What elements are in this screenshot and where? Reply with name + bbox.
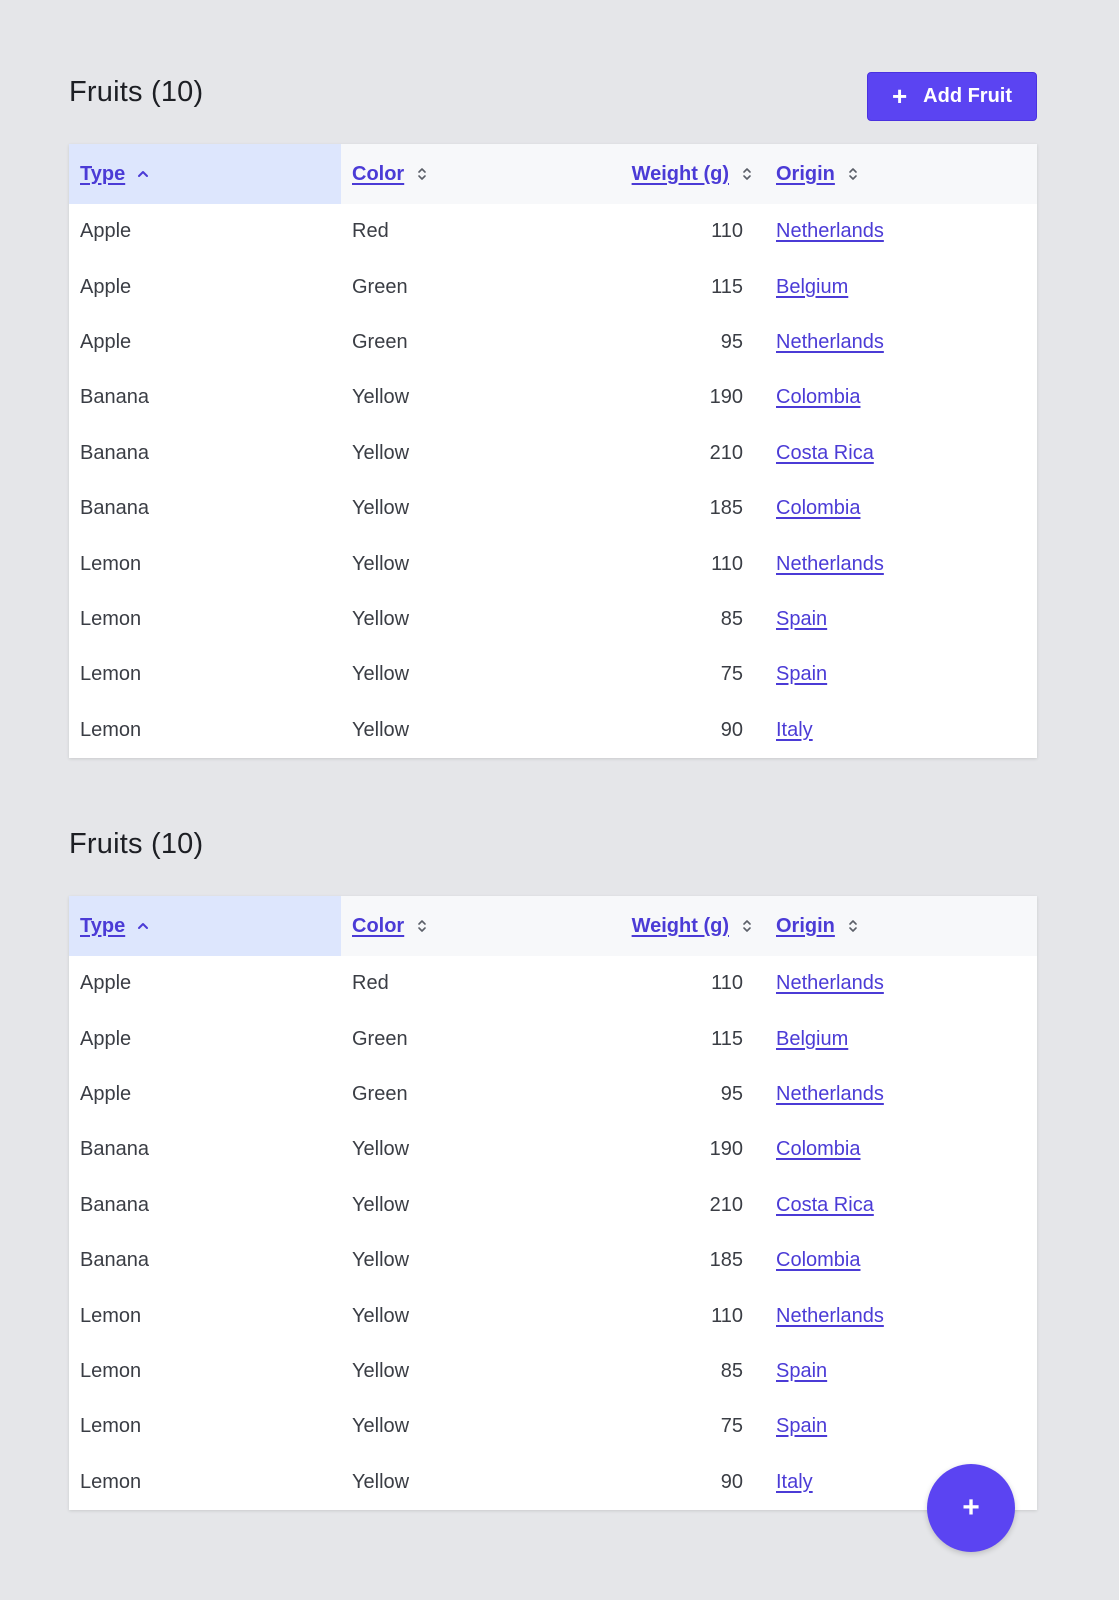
- column-label: Color: [352, 162, 405, 185]
- table-row: [69, 1455, 1037, 1510]
- origin-link[interactable]: Costa Rica: [776, 441, 874, 464]
- floating-add-button[interactable]: [927, 1464, 1015, 1552]
- column-label: Weight (g): [631, 162, 729, 185]
- origin-link[interactable]: Netherlands: [776, 1304, 884, 1327]
- origin-cell: [765, 1122, 1037, 1177]
- color-cell: Yellow: [352, 1415, 410, 1438]
- table-row: [69, 536, 1037, 591]
- sort-by-origin[interactable]: [776, 163, 859, 186]
- column-header-color: [341, 896, 613, 956]
- sort-by-weight[interactable]: [632, 163, 753, 186]
- table-row: [69, 1288, 1037, 1343]
- sort-unsorted-icon: [416, 918, 428, 934]
- weight-cell: 95: [720, 1082, 743, 1105]
- weight-cell: 185: [709, 497, 743, 520]
- weight-cell: 110: [711, 1304, 743, 1327]
- color-cell: Red: [352, 972, 389, 995]
- type-cell: Banana: [80, 1193, 149, 1216]
- type-cell: Lemon: [80, 607, 142, 630]
- sort-by-type[interactable]: [80, 915, 149, 938]
- color-cell: Yellow: [352, 718, 410, 741]
- type-cell: Apple: [80, 220, 132, 243]
- color-cell: Yellow: [352, 497, 410, 520]
- origin-link[interactable]: Netherlands: [776, 552, 884, 575]
- color-cell: Yellow: [352, 1304, 410, 1327]
- color-cell: Yellow: [352, 552, 410, 575]
- color-cell: Yellow: [352, 441, 410, 464]
- table-row: [69, 426, 1037, 481]
- origin-link[interactable]: Italy: [776, 1470, 813, 1493]
- column-label: Weight (g): [631, 914, 729, 937]
- origin-cell: [765, 1399, 1037, 1454]
- sort-by-origin[interactable]: [776, 915, 859, 938]
- add-fruit-label: Add Fruit: [923, 85, 1013, 107]
- origin-cell: [765, 1288, 1037, 1343]
- origin-cell: [765, 1067, 1037, 1122]
- weight-cell: 115: [711, 1027, 743, 1050]
- origin-cell: [765, 1011, 1037, 1066]
- origin-cell: [765, 592, 1037, 647]
- weight-cell: 90: [720, 1470, 743, 1493]
- sort-by-color[interactable]: [352, 163, 428, 186]
- color-cell: Yellow: [352, 607, 410, 630]
- type-cell: Apple: [80, 972, 132, 995]
- origin-link[interactable]: Netherlands: [776, 1082, 884, 1105]
- table-row: [69, 1344, 1037, 1399]
- weight-cell: 190: [709, 1138, 743, 1161]
- sort-unsorted-icon: [847, 918, 859, 934]
- sort-unsorted-icon: [741, 918, 753, 934]
- sort-unsorted-icon: [741, 166, 753, 182]
- section-title: Fruits (10): [69, 828, 204, 860]
- type-cell: Lemon: [80, 663, 142, 686]
- section-title: Fruits (10): [69, 76, 204, 108]
- type-cell: Lemon: [80, 718, 142, 741]
- color-cell: Yellow: [352, 386, 410, 409]
- weight-cell: 85: [720, 1359, 743, 1382]
- origin-link[interactable]: Netherlands: [776, 330, 884, 353]
- column-label: Origin: [776, 914, 835, 937]
- origin-link[interactable]: Costa Rica: [776, 1193, 874, 1216]
- sort-unsorted-icon: [847, 166, 859, 182]
- origin-cell: [765, 259, 1037, 314]
- origin-link[interactable]: Spain: [776, 607, 828, 630]
- table-row: [69, 481, 1037, 536]
- origin-link[interactable]: Colombia: [776, 1249, 861, 1272]
- column-label: Origin: [776, 162, 835, 185]
- add-fruit-button[interactable]: [867, 72, 1037, 121]
- type-cell: Banana: [80, 497, 149, 520]
- fruits-table: [69, 144, 1037, 758]
- column-header-weight: [613, 144, 765, 204]
- origin-link[interactable]: Colombia: [776, 386, 861, 409]
- sort-unsorted-icon: [416, 166, 428, 182]
- table-row: [69, 592, 1037, 647]
- weight-cell: 110: [711, 552, 743, 575]
- fruits-section-1: [69, 64, 1037, 758]
- origin-link[interactable]: Belgium: [776, 1027, 849, 1050]
- table-row: [69, 1178, 1037, 1233]
- color-cell: Green: [352, 1027, 408, 1050]
- type-cell: Apple: [80, 330, 132, 353]
- origin-cell: [765, 956, 1037, 1011]
- table-row: [69, 956, 1037, 1011]
- origin-cell: [765, 536, 1037, 591]
- table-row: [69, 259, 1037, 314]
- origin-cell: [765, 703, 1037, 758]
- type-cell: Apple: [80, 275, 132, 298]
- color-cell: Green: [352, 275, 408, 298]
- weight-cell: 185: [709, 1249, 743, 1272]
- plus-icon: +: [891, 80, 908, 111]
- table-row: [69, 1399, 1037, 1454]
- origin-link[interactable]: Spain: [776, 1359, 828, 1382]
- type-cell: Lemon: [80, 1359, 142, 1382]
- origin-link[interactable]: Belgium: [776, 275, 849, 298]
- origin-cell: [765, 1178, 1037, 1233]
- color-cell: Yellow: [352, 1470, 410, 1493]
- table-row: [69, 204, 1037, 259]
- origin-cell: [765, 1344, 1037, 1399]
- color-cell: Green: [352, 330, 408, 353]
- table-row: [69, 315, 1037, 370]
- type-cell: Lemon: [80, 1470, 142, 1493]
- column-header-type: [69, 896, 341, 956]
- origin-cell: [765, 370, 1037, 425]
- color-cell: Yellow: [352, 1359, 410, 1382]
- table-row: [69, 647, 1037, 702]
- fruits-section-2: [69, 816, 1037, 1510]
- origin-link[interactable]: Netherlands: [776, 972, 884, 995]
- sort-by-type[interactable]: [80, 163, 149, 186]
- type-cell: Lemon: [80, 1304, 142, 1327]
- table-header-row: [69, 144, 1037, 204]
- type-cell: Banana: [80, 441, 149, 464]
- type-cell: Lemon: [80, 552, 142, 575]
- fruits-table: [69, 896, 1037, 1510]
- type-cell: Banana: [80, 1249, 149, 1272]
- origin-link[interactable]: Spain: [776, 663, 828, 686]
- origin-cell: [765, 1233, 1037, 1288]
- sort-ascending-icon: [137, 166, 149, 182]
- table-row: [69, 1011, 1037, 1066]
- type-cell: Banana: [80, 386, 149, 409]
- weight-cell: 75: [720, 1415, 743, 1438]
- type-cell: Banana: [80, 1138, 149, 1161]
- type-cell: Lemon: [80, 1415, 142, 1438]
- plus-icon: +: [962, 1491, 980, 1524]
- sort-by-color[interactable]: [352, 915, 428, 938]
- sort-by-weight[interactable]: [632, 915, 753, 938]
- origin-link[interactable]: Italy: [776, 718, 813, 741]
- color-cell: Yellow: [352, 663, 410, 686]
- sort-ascending-icon: [137, 918, 149, 934]
- table-row: [69, 1233, 1037, 1288]
- weight-cell: 85: [720, 607, 743, 630]
- column-label: Type: [80, 914, 126, 937]
- column-header-weight: [613, 896, 765, 956]
- table-row: [69, 1067, 1037, 1122]
- weight-cell: 75: [720, 663, 743, 686]
- section-header: [69, 816, 1037, 896]
- origin-cell: [765, 426, 1037, 481]
- origin-cell: [765, 647, 1037, 702]
- type-cell: Apple: [80, 1082, 132, 1105]
- origin-cell: [765, 204, 1037, 259]
- color-cell: Green: [352, 1082, 408, 1105]
- type-cell: Apple: [80, 1027, 132, 1050]
- weight-cell: 115: [711, 275, 743, 298]
- weight-cell: 210: [709, 1193, 743, 1216]
- color-cell: Yellow: [352, 1249, 410, 1272]
- table-body: [69, 204, 1037, 758]
- column-header-origin: [765, 896, 1037, 956]
- column-header-type: [69, 144, 341, 204]
- weight-cell: 90: [720, 718, 743, 741]
- column-header-color: [341, 144, 613, 204]
- column-header-origin: [765, 144, 1037, 204]
- color-cell: Yellow: [352, 1193, 410, 1216]
- origin-cell: [765, 315, 1037, 370]
- origin-link[interactable]: Colombia: [776, 497, 861, 520]
- origin-cell: [765, 481, 1037, 536]
- color-cell: Red: [352, 220, 389, 243]
- weight-cell: 110: [711, 220, 743, 243]
- origin-link[interactable]: Spain: [776, 1415, 828, 1438]
- column-label: Color: [352, 914, 405, 937]
- weight-cell: 210: [709, 441, 743, 464]
- origin-link[interactable]: Colombia: [776, 1138, 861, 1161]
- table-header-row: [69, 896, 1037, 956]
- weight-cell: 190: [709, 386, 743, 409]
- table-row: [69, 703, 1037, 758]
- weight-cell: 110: [711, 972, 743, 995]
- section-header: [69, 64, 1037, 144]
- table-body: [69, 956, 1037, 1510]
- color-cell: Yellow: [352, 1138, 410, 1161]
- weight-cell: 95: [720, 330, 743, 353]
- column-label: Type: [80, 162, 126, 185]
- table-row: [69, 370, 1037, 425]
- fruits-table-card: [69, 144, 1037, 758]
- table-row: [69, 1122, 1037, 1177]
- fruits-table-card: [69, 896, 1037, 1510]
- origin-link[interactable]: Netherlands: [776, 220, 884, 243]
